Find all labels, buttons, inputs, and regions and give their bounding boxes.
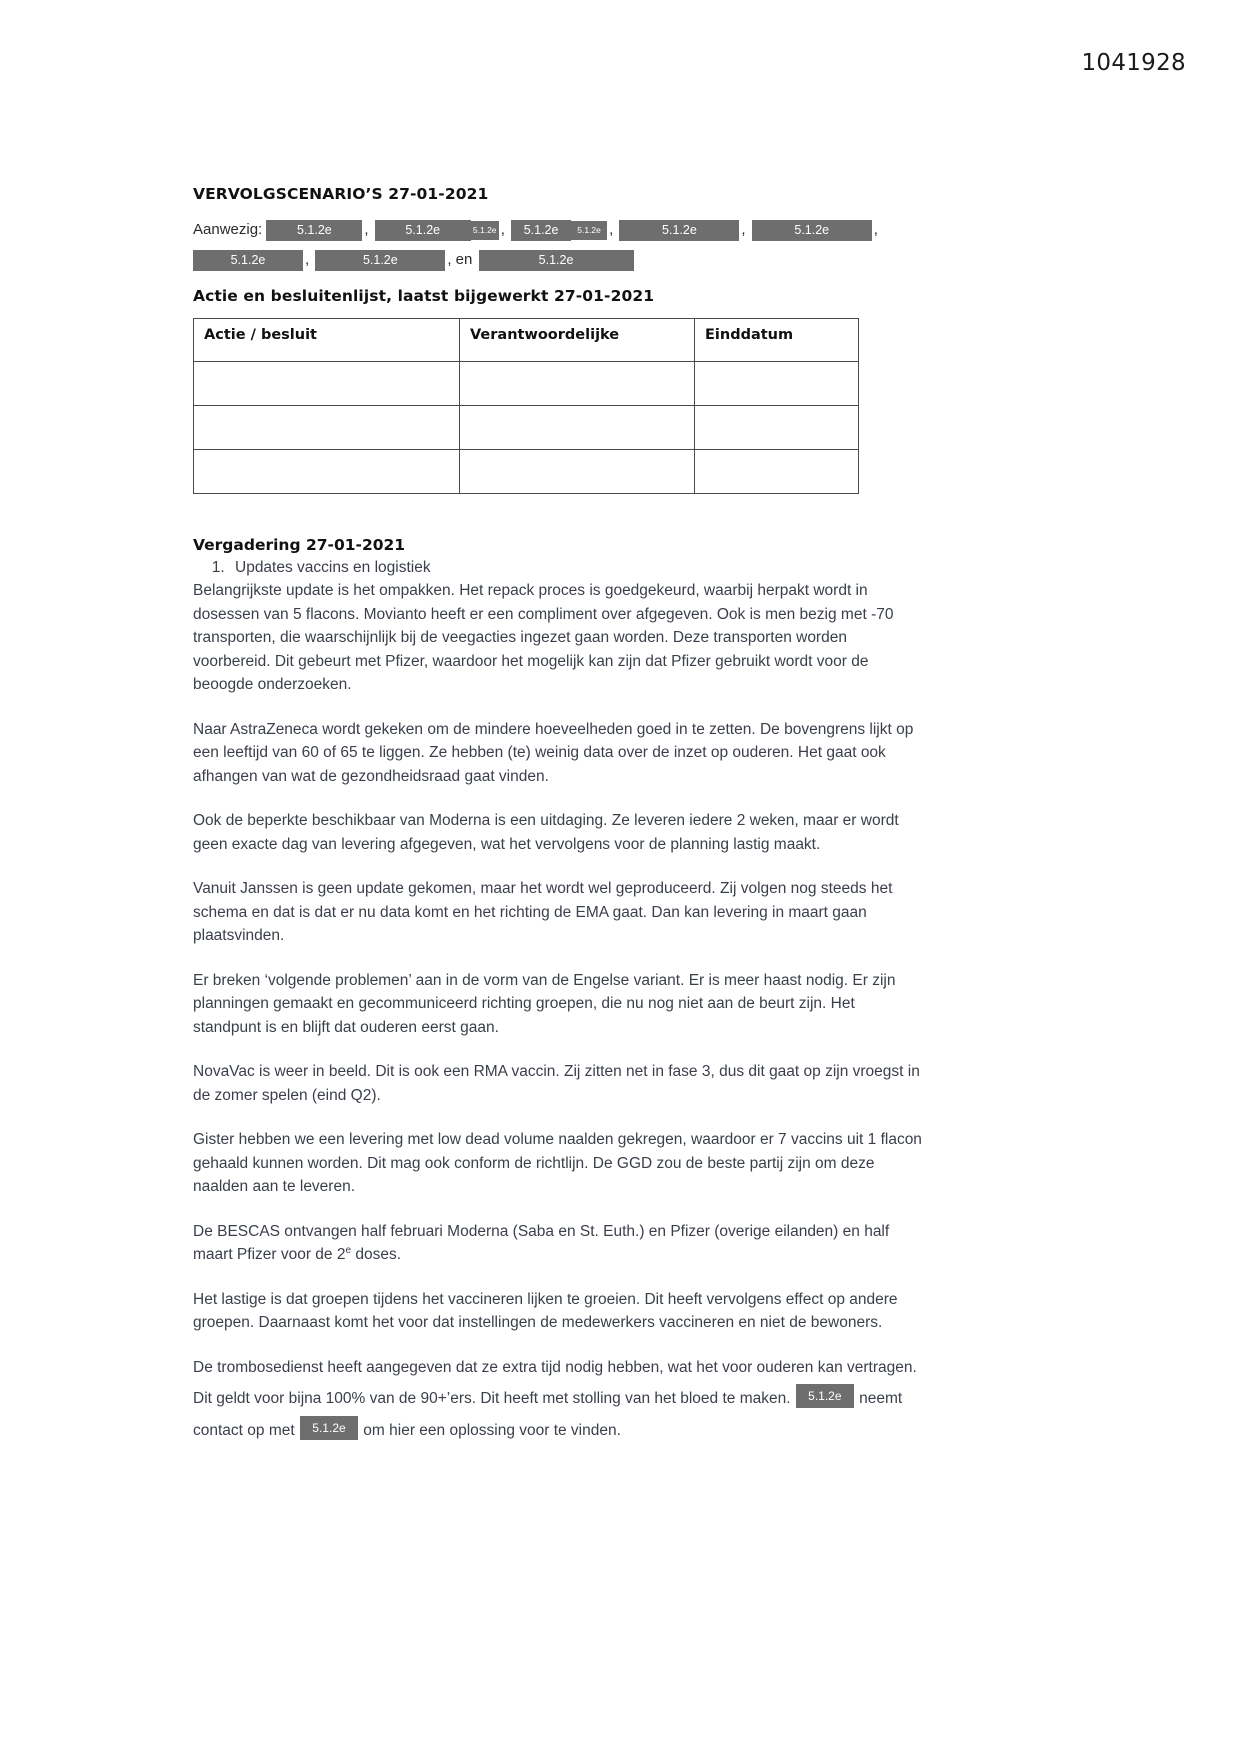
redaction-box: 5.1.2e: [796, 1384, 854, 1408]
table-cell: [194, 450, 460, 494]
en-separator: , en: [447, 251, 473, 269]
redaction-box: 5.1.2e: [193, 250, 303, 271]
action-decision-table: [193, 318, 859, 494]
redaction-box: 5.1.2e: [752, 220, 872, 241]
paragraph-novavac: NovaVac is weer in beeld. Dit is ook een RMA vaccin. Zij zitten net in fase 3, dus dit gaat op zijn vroegst in de zomer spelen (eind Q2).: [193, 1063, 920, 1104]
comma-separator: ,: [364, 221, 369, 239]
redaction-box: 5.1.2e: [375, 220, 471, 241]
redaction-box: 5.1.2e: [511, 220, 571, 241]
table-header-cell: Einddatum: [695, 319, 859, 362]
ordinal-suffix: e: [345, 1244, 352, 1256]
agenda-item: 1. Updates vaccins en logistiek: [229, 556, 923, 579]
paragraph-engelse-variant: Er breken ‘volgende problemen’ aan in de vorm van de Engelse variant. Er is meer haast nodig. Er zijn planningen gemaakt en gecommuniceerd richting groepen, die nu nog niet aan de beurt zijn. Het standpunt is en blijft dat ouderen eerst gaan.: [193, 971, 896, 1036]
table-row: [194, 362, 859, 406]
table-header-cell: Verantwoordelijke: [460, 319, 695, 362]
meeting-section: [193, 536, 923, 1442]
redaction-box: 5.1.2e: [479, 250, 634, 271]
actielijst-heading: Actie en besluitenlijst, laatst bijgewerkt 27-01-2021: [193, 287, 655, 306]
bescas-text-part2: doses.: [351, 1246, 402, 1264]
redaction-box: 5.1.2e: [619, 220, 739, 241]
table-cell: [194, 406, 460, 450]
paragraph-astrazeneca: Naar AstraZeneca wordt gekeken om de mindere hoeveelheden goed in te zetten. De bovengrens lijkt op een leeftijd van 60 of 65 te liggen. Ze hebben (te) weinig data over de inzet op ouderen. Het gaat ook afhangen van wat de gezondheidsraad gaat vinden.: [193, 720, 914, 785]
table-header-cell: Actie / besluit: [194, 319, 460, 362]
attendees-label: Aanwezig:: [193, 221, 263, 239]
trombose-text-part1: De trombosedienst heeft aangegeven dat ze extra tijd nodig hebben, wat het voor ouderen kan vertragen. Dit geldt voor bijna 100% van de 90+’ers. Dit heeft met stolling van het bloed te maken.: [193, 1358, 917, 1408]
trombose-text-part2: neemt contact op met: [193, 1390, 903, 1439]
redaction-box: 5.1.2e: [266, 220, 362, 241]
table-cell: [460, 362, 695, 406]
attendees-line-2: [193, 247, 923, 273]
agenda-list: [193, 556, 923, 579]
table-row: [194, 406, 859, 450]
document-number: 1041928: [1081, 50, 1186, 76]
comma-separator: ,: [873, 221, 878, 239]
comma-separator: ,: [305, 251, 310, 269]
table-row: [194, 450, 859, 494]
redaction-box: 5.1.2e: [571, 221, 607, 240]
paragraph-groepen: Het lastige is dat groepen tijdens het vaccineren lijken te groeien. Dit heeft vervolgens effect op andere groepen. Daarnaast komt het voor dat instellingen de medewerkers vaccineren en niet de bewoners.: [193, 1290, 898, 1332]
trombose-text-part3: om hier een oplossing voor te vinden.: [358, 1421, 621, 1439]
redaction-box: 5.1.2e: [300, 1416, 358, 1440]
paragraph-trombosedienst: [193, 1356, 923, 1443]
comma-separator: ,: [500, 221, 505, 239]
table-cell: [695, 450, 859, 494]
bescas-text-part1: De BESCAS ontvangen half februari Moderna (Saba en St. Euth.) en Pfizer (overige eilanden) en half maart Pfizer voor de 2: [193, 1222, 890, 1264]
paragraph-bescas: [193, 1220, 923, 1267]
table-cell: [460, 406, 695, 450]
comma-separator: ,: [609, 221, 614, 239]
comma-separator: ,: [741, 221, 746, 239]
meeting-heading: Vergadering 27-01-2021: [193, 536, 406, 555]
paragraph-ompakken: Belangrijkste update is het ompakken. Het repack proces is goedgekeurd, waarbij herpakt wordt in dosessen van 5 flacons. Movianto heeft er een compliment over afgegeven. Ook is men bezig met -70 transporten, die waarschijnlijk bij de veegacties ingezet gaan worden. Deze transporten worden voorbereid. Dit gebeurt met Pfizer, waardoor het mogelijk kan zijn dat Pfizer gebruikt wordt voor de beoogde onderzoeken.: [193, 582, 894, 694]
attendees-line-1: [193, 217, 923, 243]
redaction-box: 5.1.2e: [471, 221, 499, 240]
document-content: [193, 185, 923, 1463]
table-header-row: [194, 319, 859, 362]
table-cell: [194, 362, 460, 406]
table-cell: [460, 450, 695, 494]
table-cell: [695, 406, 859, 450]
paragraph-moderna: Ook de beperkte beschikbaar van Moderna is een uitdaging. Ze leveren iedere 2 weken, maar er wordt geen exacte dag van levering afgegeven, wat het vervolgens voor de planning lastig maakt.: [193, 812, 899, 853]
paragraph-janssen: Vanuit Janssen is geen update gekomen, maar het wordt wel geproduceerd. Zij volgen nog steeds het schema en dat is dat er nu data komt en het richting de EMA gaat. Dan kan levering in maart gaan plaatsvinden.: [193, 880, 893, 945]
page-title: VERVOLGSCENARIO’S 27-01-2021: [193, 185, 489, 203]
table-cell: [695, 362, 859, 406]
paragraph-naalden: Gister hebben we een levering met low dead volume naalden gekregen, waardoor er 7 vaccins uit 1 flacon gehaald kunnen worden. Dit mag ook conform de richtlijn. De GGD zou de beste partij zijn om deze naalden aan te leveren.: [193, 1131, 922, 1196]
redaction-box: 5.1.2e: [315, 250, 445, 271]
